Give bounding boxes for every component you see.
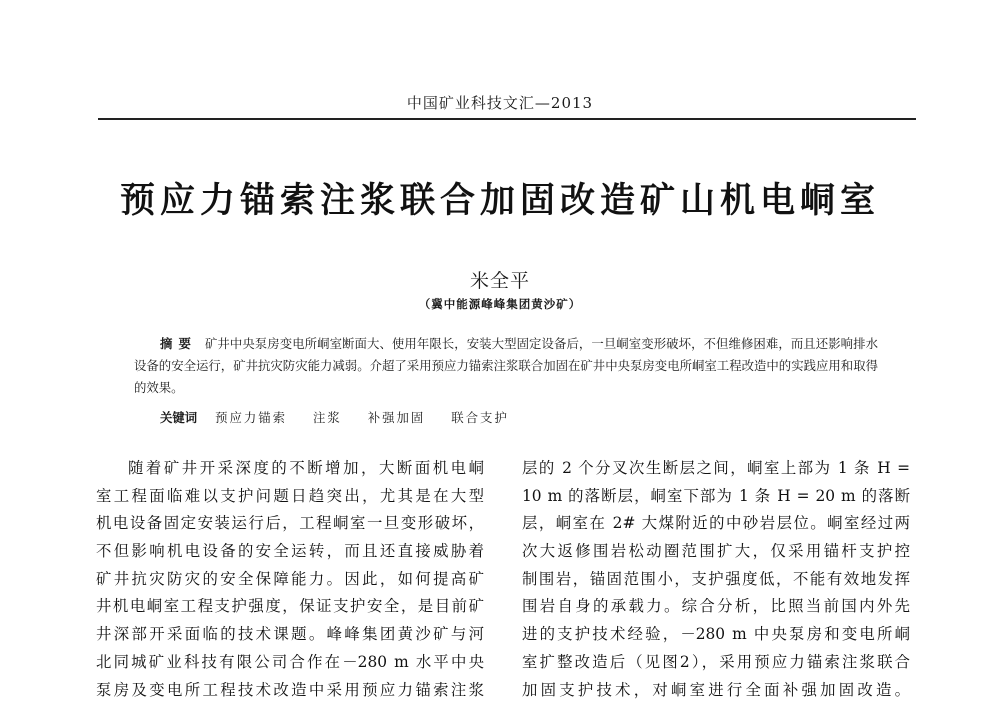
keyword: 注浆 xyxy=(313,408,342,428)
keyword: 预应力锚索 xyxy=(215,408,287,428)
body-line: 进的支护技术经验，－280 m 中央泵房和变电所峒 xyxy=(522,621,910,649)
running-head: 中国矿业科技文汇—2013 xyxy=(0,92,1000,113)
body-line: 室扩整改造后（见图2），采用预应力锚索注浆联合 xyxy=(522,649,910,677)
body-column-left xyxy=(96,455,484,704)
paper-title: 预应力锚索注浆联合加固改造矿山机电峒室 xyxy=(0,183,1000,218)
keyword: 补强加固 xyxy=(368,408,426,428)
keywords-label: 关键词 xyxy=(160,410,197,425)
body-column-right xyxy=(522,455,910,704)
author-name: 米全平 xyxy=(0,266,1000,293)
abstract-text: 矿井中央泵房变电所峒室断面大、使用年限长，安装大型固定设备后，一旦峒室变形破坏，不但维修困难，而且还影响排水设备的安全运行，矿井抗灾防灾能力减弱。介超了采用预应力锚索注浆联合加固在矿井中央泵房变电所峒室工程改造中的实践应用和取得的效果。 xyxy=(134,336,878,395)
body-line: 层的 2 个分叉次生断层之间，峒室上部为 1 条 H = xyxy=(522,455,910,483)
body-line: 室工程面临难以支护问题日趋突出，尤其是在大型 xyxy=(96,483,484,511)
body-line: 加固支护技术，对峒室进行全面补强加固改造。 xyxy=(522,677,910,704)
body-line: 随着矿井开采深度的不断增加，大断面机电峒 xyxy=(96,455,484,483)
body-line: 制围岩，锚固范围小，支护强度低，不能有效地发挥 xyxy=(522,566,910,594)
body-line: 矿井抗灾防灾的安全保障能力。因此，如何提高矿 xyxy=(96,566,484,594)
body-line: 围岩自身的承载力。综合分析，比照当前国内外先 xyxy=(522,593,910,621)
abstract-label: 摘要 xyxy=(160,336,197,351)
body-line: 北同城矿业科技有限公司合作在－280 m 水平中央 xyxy=(96,649,484,677)
body-line: 井深部开采面临的技术课题。峰峰集团黄沙矿与河 xyxy=(96,621,484,649)
body-line: 次大返修围岩松动圈范围扩大，仅采用锚杆支护控 xyxy=(522,538,910,566)
abstract xyxy=(134,333,878,399)
author-affiliation: （冀中能源峰峰集团黄沙矿） xyxy=(0,296,1000,312)
body-line: 层，峒室在 2# 大煤附近的中砂岩层位。峒室经过两 xyxy=(522,510,910,538)
keywords xyxy=(160,408,880,428)
body-line: 泵房及变电所工程技术改造中采用预应力锚索注浆 xyxy=(96,677,484,704)
body-line: 机电设备固定安装运行后，工程峒室一旦变形破坏， xyxy=(96,510,484,538)
body-line: 井机电峒室工程支护强度，保证支护安全，是目前矿 xyxy=(96,593,484,621)
keyword: 联合支护 xyxy=(451,408,509,428)
body-line: 不但影响机电设备的安全运转，而且还直接威胁着 xyxy=(96,538,484,566)
body-line: 10 m 的落断层，峒室下部为 1 条 H = 20 m 的落断 xyxy=(522,483,910,511)
header-rule xyxy=(98,118,916,120)
